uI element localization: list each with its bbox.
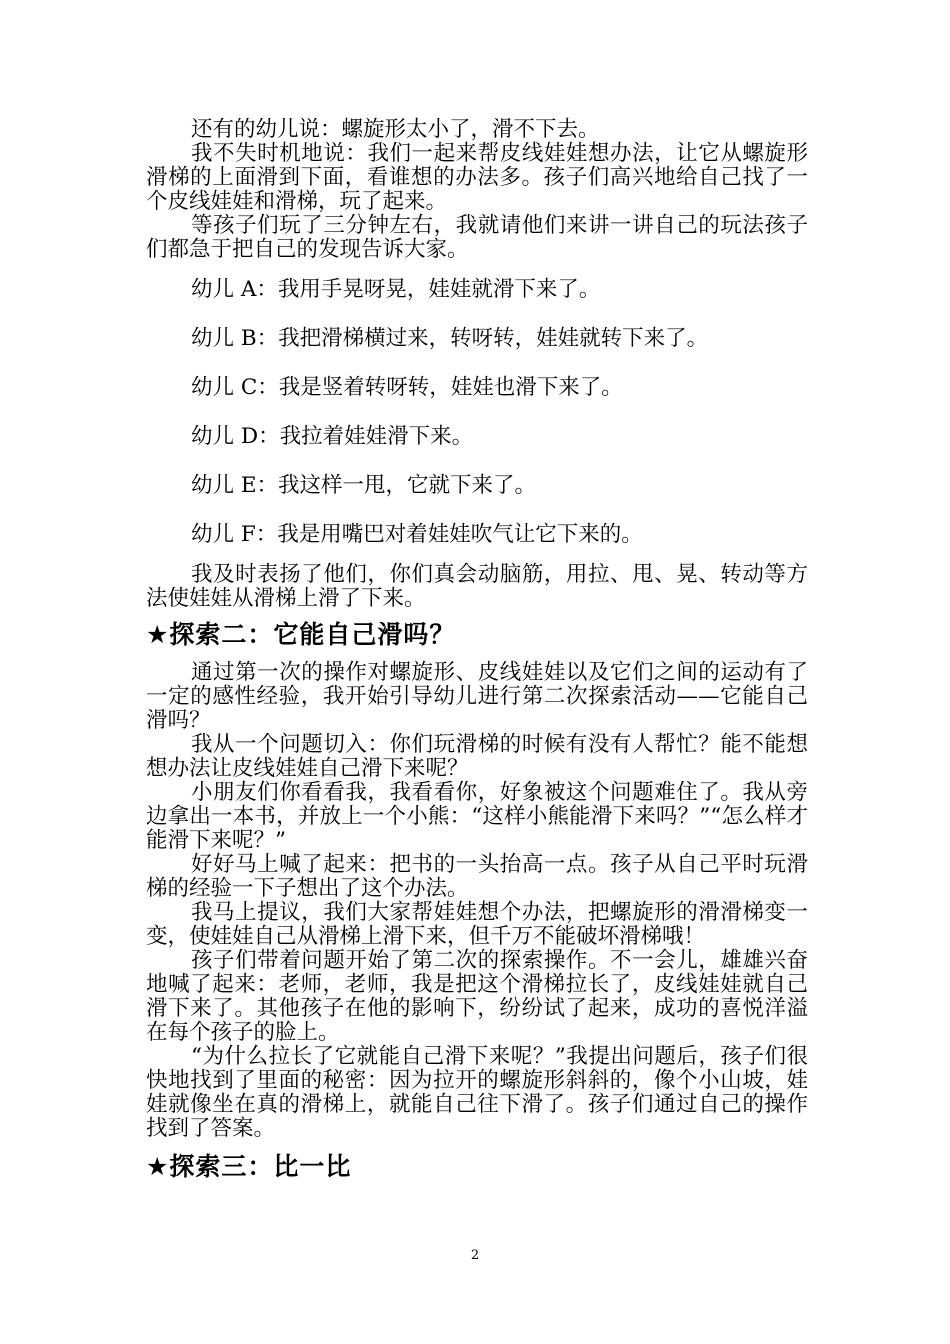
dialog-line: 幼儿 D：我拉着娃娃滑下来。 [191,424,474,449]
section-heading: ★探索二：它能自己滑吗？ [146,620,456,649]
paragraph: 孩子们带着问题开始了第二次的探索操作。不一会儿，雄雄兴奋地喊了起来：老师，老师，我是把这个滑梯拉长了，皮线娃娃就自己滑下来了。其他孩子在他的影响下，纷纷试了起来，成功的喜悦洋溢在每个孩子的脸上。 [146,948,808,1045]
paragraph: 我不失时机地说：我们一起来帮皮线娃娃想办法，让它从螺旋形滑梯的上面滑到下面，看谁想的办法多。孩子们高兴地给自己找了一个皮线娃娃和滑梯，玩了起来。 [146,141,808,214]
dialog-line: 幼儿 B：我把滑梯横过来，转呀转，娃娃就转下来了。 [191,326,709,351]
dialog-line: 幼儿 E：我这样一甩，它就下来了。 [191,473,537,498]
paragraph: 我从一个问题切入：你们玩滑梯的时候有没有人帮忙？能不能想想办法让皮线娃娃自己滑下来呢？ [146,732,808,781]
page-number: 2 [470,1248,480,1263]
section-heading: ★探索三：比一比 [146,1152,352,1181]
paragraph: 好好马上喊了起来：把书的一头抬高一点。孩子从自己平时玩滑梯的经验一下子想出了这个办法。 [146,852,808,901]
paragraph: 我马上提议，我们大家帮娃娃想个办法，把螺旋形的滑滑梯变一变，使娃娃自己从滑梯上滑下来，但千万不能破坏滑梯哦！ [146,900,808,949]
paragraph: 小朋友们你看看我，我看看你，好象被这个问题难住了。我从旁边拿出一本书，并放上一个小熊：“这样小熊能滑下来吗？”“怎么样才能滑下来呢？” [146,780,808,853]
paragraph: 等孩子们玩了三分钟左右，我就请他们来讲一讲自己的玩法孩子们都急于把自己的发现告诉大家。 [146,213,808,262]
paragraph: “为什么拉长了它就能自己滑下来呢？”我提出问题后，孩子们很快地找到了里面的秘密：因为拉开的螺旋形斜斜的，像个小山坡，娃娃就像坐在真的滑梯上，就能自己往下滑了。孩子们通过自己的操作找到了答案。 [146,1044,808,1141]
paragraph: 通过第一次的操作对螺旋形、皮线娃娃以及它们之间的运动有了一定的感性经验，我开始引导幼儿进行第二次探索活动——它能自己滑吗？ [146,660,808,733]
document-page [146,118,808,1183]
dialog-line: 幼儿 F：我是用嘴巴对着娃娃吹气让它下来的。 [191,522,643,547]
dialog-line: 幼儿 C：我是竖着转呀转，娃娃也滑下来了。 [191,375,623,400]
dialog-line: 幼儿 A：我用手晃呀晃，娃娃就滑下来了。 [191,277,601,302]
paragraph: 我及时表扬了他们，你们真会动脑筋，用拉、甩、晃、转动等方法使娃娃从滑梯上滑了下来。 [146,562,808,611]
paragraph: 还有的幼儿说：螺旋形太小了，滑不下去。 [191,117,600,142]
